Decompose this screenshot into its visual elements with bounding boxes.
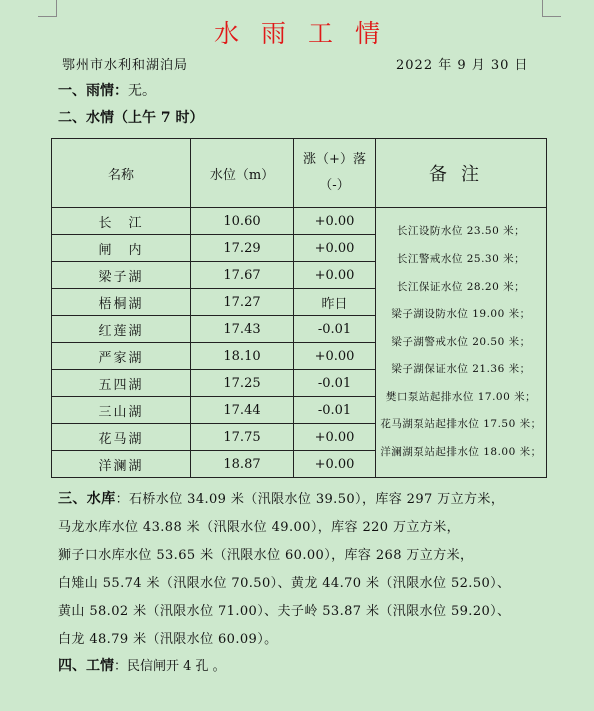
- note-line: 洋澜湖泵站起排水位 18.00 米；: [380, 446, 542, 459]
- reservoir-line: 白雉山 55.74 米（汛限水位 70.50）、黄龙 44.70 米（汛限水位 52.50）、: [58, 576, 511, 591]
- report-date: 2022 年 9 月 30 日: [396, 58, 529, 73]
- water-level: 17.67: [191, 262, 294, 289]
- works-value: ：民信闸开 4 孔 。: [114, 659, 226, 674]
- works-label: 四、工情: [58, 658, 114, 674]
- level-change: +0.00: [294, 208, 376, 235]
- note-line: 花马湖泵站起排水位 17.50 米；: [380, 418, 542, 431]
- reservoir-line: 白龙 48.79 米（汛限水位 60.09）。: [58, 632, 278, 647]
- level-change: +0.00: [294, 235, 376, 262]
- reservoir-line: 黄山 58.02 米（汛限水位 71.00）、夫子岭 53.87 米（汛限水位 59.20）、: [58, 604, 511, 619]
- level-change: +0.00: [294, 424, 376, 451]
- reservoir-line: 狮子口水库水位 53.65 米（汛限水位 60.00），库容 268 万立方米，: [58, 548, 474, 563]
- level-change: -0.01: [294, 397, 376, 424]
- rain-section: [58, 80, 156, 100]
- note-line: 樊口泵站起排水位 17.00 米；: [385, 390, 537, 403]
- note-line: 梁子湖保证水位 21.36 米；: [391, 363, 531, 376]
- station-name: 红莲湖: [52, 316, 191, 343]
- reservoir-label: 三、水库: [58, 491, 116, 507]
- reservoir-line: 马龙水库水位 43.88 米（汛限水位 49.00），库容 220 万立方米，: [58, 520, 461, 535]
- water-level: 17.29: [191, 235, 294, 262]
- page-title: 水雨工情: [213, 19, 402, 48]
- water-level: 17.43: [191, 316, 294, 343]
- level-change: 昨日: [294, 289, 376, 316]
- header-level: 水位（m）: [191, 139, 294, 208]
- station-name: 严家湖: [52, 343, 191, 370]
- level-change: +0.00: [294, 451, 376, 478]
- note-line: 梁子湖设防水位 19.00 米；: [391, 308, 531, 321]
- note-line: 长江保证水位 28.20 米；: [396, 280, 526, 293]
- table-row: [52, 208, 547, 235]
- header-note: 备注: [376, 139, 547, 208]
- station-name: 梧桐湖: [52, 289, 191, 316]
- station-name: 梁子湖: [52, 262, 191, 289]
- header-change: [294, 139, 376, 208]
- water-level: 17.25: [191, 370, 294, 397]
- water-level: 18.87: [191, 451, 294, 478]
- header-change-line2: （-）: [319, 178, 350, 193]
- water-level: 10.60: [191, 208, 294, 235]
- station-name: 闸 内: [52, 235, 191, 262]
- level-change: -0.01: [294, 370, 376, 397]
- water-level-table: [51, 138, 547, 478]
- water-level: 18.10: [191, 343, 294, 370]
- reservoir-text: ：石桥水位 34.09 米（汛限水位 39.50），库容 297 万立方米，: [115, 492, 505, 507]
- note-line: 梁子湖警戒水位 20.50 米；: [391, 335, 531, 348]
- header-change-line1: 涨（+）落: [303, 152, 366, 167]
- notes-cell: [376, 208, 547, 478]
- station-name: 长 江: [52, 208, 191, 235]
- water-section: [58, 107, 204, 127]
- reservoir-line: [58, 488, 504, 508]
- level-change: +0.00: [294, 343, 376, 370]
- water-label: 二、水情（上午 7 时）: [58, 110, 204, 126]
- rain-label: 一、雨情：: [58, 83, 128, 99]
- note-line: 长江设防水位 23.50 米；: [396, 225, 526, 238]
- level-change: +0.00: [294, 262, 376, 289]
- station-name: 五四湖: [52, 370, 191, 397]
- table-header-row: [52, 139, 547, 208]
- station-name: 三山湖: [52, 397, 191, 424]
- rain-value: 无。: [128, 83, 156, 99]
- header-name: 名称: [52, 139, 191, 208]
- water-level: 17.27: [191, 289, 294, 316]
- station-name: 洋澜湖: [52, 451, 191, 478]
- water-level: 17.44: [191, 397, 294, 424]
- level-change: -0.01: [294, 316, 376, 343]
- station-name: 花马湖: [52, 424, 191, 451]
- works-section: [58, 655, 226, 675]
- note-line: 长江警戒水位 25.30 米；: [396, 252, 526, 265]
- water-level: 17.75: [191, 424, 294, 451]
- organization: 鄂州市水利和湖泊局: [62, 58, 189, 73]
